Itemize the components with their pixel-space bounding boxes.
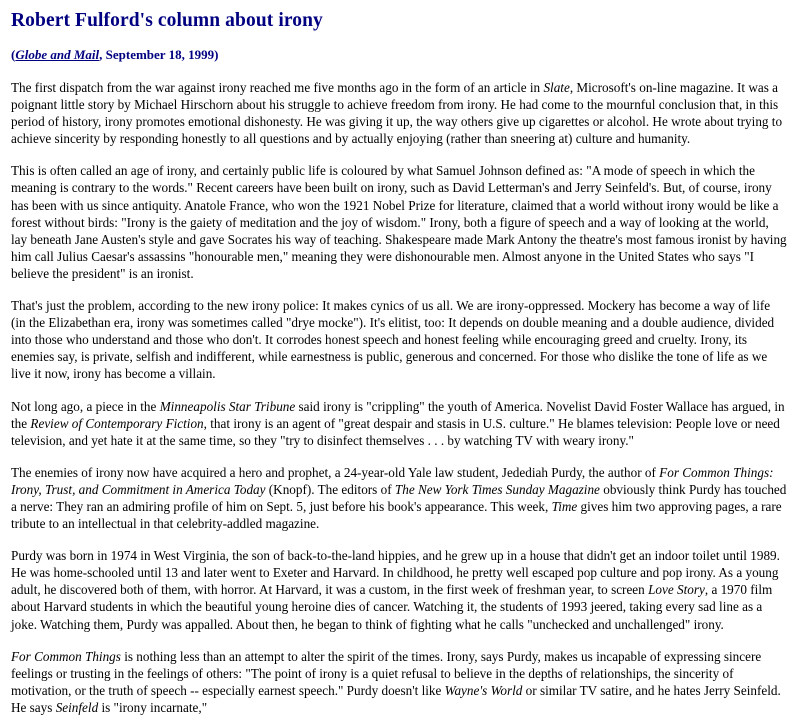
para-5 (11, 464, 787, 532)
para-6 (11, 547, 787, 632)
para-3-text-0: That's just the problem, according to the new irony police: It makes cynics of us all. We are irony-oppressed. Mockery has become a way of life (in the Elizabethan era, irony was sometimes called "drye mocke"). It's elitist, too: It depends on double meaning and a double audience, divided into those who understand and those who don't. It corrodes honest speech and honest feeling while encouraging greed and cruelty. Irony, its enemies say, is private, selfish and indifferent, while earnestness is public, generous and concerned. For those who dislike the tone of life as we live it now, irony has become a villain. (11, 298, 775, 382)
byline-date: , September 18, 1999) (99, 47, 219, 62)
para-7-italic-2: Wayne's World (444, 682, 523, 698)
byline-open-paren: ( (11, 47, 16, 62)
para-5-italic-1: For Common Things: Irony, Trust, and Commitment in America Today (11, 464, 774, 497)
para-5-italic-3: The New York Times Sunday Magazine (394, 481, 600, 497)
para-5-text-0: The enemies of irony now have acquired a hero and prophet, a 24-year-old Yale law student, Jedediah Purdy, the author of (11, 464, 660, 480)
para-3 (11, 297, 787, 382)
para-7-text-3: or similar TV satire, and he hates Jerry Seinfeld. He says (11, 682, 781, 715)
byline (11, 47, 787, 63)
para-1-text-0: The first dispatch from the war against irony reached me five months ago in the form of an article in (11, 80, 544, 95)
para-1 (11, 79, 787, 147)
para-6-text-2: , a 1970 film about Harvard students in which the beautiful young heroine dies of cancer. Watching it, the students of 1993 jeered, taking every sad line as a joke. Watching them, Purdy was appalled. About then, he began to think of fighting what he calls "unchecked and unchallenged" irony. (11, 582, 773, 632)
para-2-text-0: This is often called an age of irony, and certainly public life is coloured by what Samuel Johnson defined as: "A mode of speech in which the meaning is contrary to the words." Recent careers have been built on irony, such as David Letterman's and Jerry Seinfeld's. But, of course, irony has been with us since antiquity. Anatole France, who won the 1921 Nobel Prize for literature, claimed that a world without irony would be like a forest without birds: "Irony is the gaiety of meditation and the joy of wisdom." Irony, both a figure of speech and a way of looking at the world, lay beneath Jane Austen's style and gave Socrates his way of teaching. Shakespeare made Mark Antony the theatre's most famous ironist by having him call Julius Caesar's assassins "honourable men," meaning they were dishonourable men. Almost anyone in the United States who says "I believe the president" is an ironist. (11, 163, 787, 281)
para-7-italic-4: Seinfeld (55, 699, 99, 715)
para-4-text-4: , that irony is an agent of "great despair and stasis in U.S. culture." He blames television: People love or need television, and yet hate it at the same time, so they "try to disinfect themselves . . . by watching TV with weary irony." (11, 415, 780, 448)
para-7-text-5: is "irony incarnate," (98, 699, 208, 715)
para-5-italic-5: Time (551, 498, 578, 514)
para-7-italic-0: For Common Things (11, 648, 121, 664)
para-5-text-2: (Knopf). The editors of (265, 481, 395, 497)
para-6-italic-1: Love Story (648, 582, 705, 598)
para-4 (11, 398, 787, 449)
para-6-text-0: Purdy was born in 1974 in West Virginia, the son of back-to-the-land hippies, and he grew up in a house that didn't get an indoor toilet until 1989. He was home-schooled until 13 and later went to Exeter and Harvard. In childhood, he pretty well escaped pop culture and pop irony. As a young adult, he discovered both of them, with horror. At Harvard, it was a custom, in the first week of freshman year, to screen (11, 548, 780, 598)
para-4-text-2: said irony is "crippling" the youth of America. Novelist David Foster Wallace has argued, in the (11, 398, 785, 431)
document-page (0, 9, 794, 716)
para-1-text-2: , Microsoft's on-line magazine. It was a poignant little story by Michael Hirschorn about his struggle to achieve freedom from irony. He had come to the mournful conclusion that, in this period of history, irony promotes emotional dishonesty. He was giving it up, the way others give up cigarettes or alcohol. He wrote about trying to achieve sincerity by responding honestly to all questions and by actually enjoying (rather than sneering at) culture and humanity. (11, 80, 783, 147)
para-4-text-0: Not long ago, a piece in the (11, 398, 160, 414)
source-publication-link[interactable]: Globe and Mail (15, 47, 100, 62)
para-4-italic-1: Minneapolis Star Tribune (159, 398, 296, 414)
para-5-text-6: gives him two approving pages, a rare tribute to an intellectual in that celebrity-addled magazine. (11, 498, 782, 532)
para-5-text-4: obviously think Purdy has touched a nerve: They ran an admiring profile of him on Sept. 5, just before his book's appearance. This week, (11, 481, 787, 514)
para-4-italic-3: Review of Contemporary Fiction (30, 415, 204, 431)
para-2 (11, 162, 787, 282)
para-7-text-1: is nothing less than an attempt to alter the spirit of the times. Irony, says Purdy, makes us incapable of expressing sincere feelings or trusting in the feelings of others: "The point of irony is a quiet refusal to believe in the depths of relationships, the sincerity of motivation, or the truth of speech -- especially earnest speech." Purdy doesn't like (11, 648, 762, 698)
para-1-italic-1: Slate (543, 80, 570, 95)
page-title: Robert Fulford's column about irony (11, 10, 323, 31)
article-body (11, 79, 787, 716)
para-7 (11, 648, 787, 716)
